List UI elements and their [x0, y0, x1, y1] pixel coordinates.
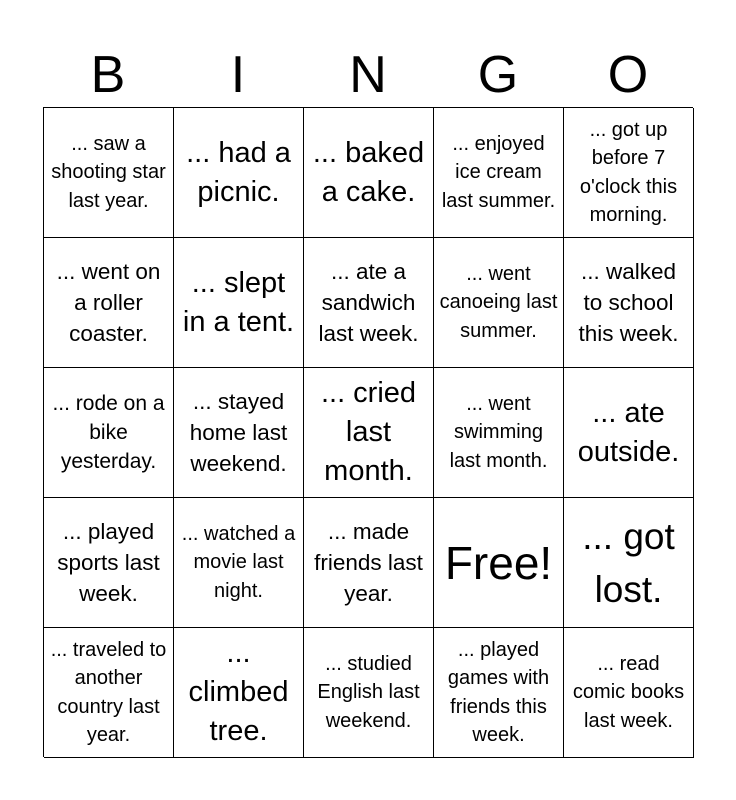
header-letter-b: B: [90, 46, 126, 104]
header-letter-o: O: [607, 46, 649, 104]
bingo-cell[interactable]: [174, 628, 304, 758]
cell-text: ... rode on a bike yesterday.: [52, 392, 165, 473]
cell-text: ... traveled to another country last year.: [50, 638, 167, 746]
free-space-text: Free!: [444, 536, 553, 589]
bingo-cell[interactable]: [174, 498, 304, 628]
bingo-cell[interactable]: [564, 628, 694, 758]
cell-text: ... ate outside.: [577, 396, 680, 468]
cell-text: ... played games with friends this week.: [447, 638, 550, 746]
header-letter-i: I: [230, 46, 246, 104]
bingo-cell[interactable]: [434, 108, 564, 238]
cell-text: ... went swimming last month.: [449, 392, 548, 472]
bingo-header: [43, 44, 693, 106]
bingo-cell[interactable]: [174, 368, 304, 498]
cell-text: ... slept in a tent.: [182, 266, 295, 338]
cell-text: ... cried last month.: [320, 377, 417, 487]
bingo-cell[interactable]: [304, 238, 434, 368]
bingo-cell[interactable]: [44, 628, 174, 758]
bingo-cell[interactable]: [564, 498, 694, 628]
bingo-cell[interactable]: [44, 368, 174, 498]
bingo-cell[interactable]: [434, 368, 564, 498]
bingo-cell[interactable]: [44, 498, 174, 628]
header-letter-n: N: [349, 46, 387, 104]
cell-text: ... went on a roller coaster.: [56, 259, 161, 346]
cell-text: ... made friends last year.: [314, 519, 423, 606]
cell-text: ... climbed tree.: [188, 637, 289, 747]
free-space-cell[interactable]: [434, 498, 564, 628]
cell-text: ... baked a cake.: [312, 136, 425, 208]
cell-text: ... got up before 7 o'clock this morning.: [579, 118, 678, 226]
cell-text: ... went canoeing last summer.: [439, 262, 558, 342]
cell-text: ... saw a shooting star last year.: [51, 132, 166, 212]
bingo-cell[interactable]: [564, 238, 694, 368]
bingo-cell[interactable]: [44, 238, 174, 368]
bingo-cell[interactable]: [304, 628, 434, 758]
cell-text: ... stayed home last weekend.: [189, 389, 288, 476]
cell-text: ... ate a sandwich last week.: [318, 259, 419, 346]
bingo-cell[interactable]: [174, 238, 304, 368]
cell-text: ... watched a movie last night.: [181, 522, 296, 602]
bingo-cell[interactable]: [304, 368, 434, 498]
cell-text: ... played sports last week.: [57, 519, 160, 606]
bingo-card-grid: [43, 107, 693, 757]
cell-text: ... had a picnic.: [186, 136, 291, 208]
cell-text: ... walked to school this week.: [578, 259, 679, 346]
bingo-cell[interactable]: [434, 238, 564, 368]
bingo-cell[interactable]: [304, 498, 434, 628]
bingo-cell[interactable]: [564, 108, 694, 238]
bingo-cell[interactable]: [564, 368, 694, 498]
header-letter-g: G: [477, 46, 519, 104]
cell-text: ... got lost.: [582, 515, 675, 610]
bingo-cell[interactable]: [304, 108, 434, 238]
bingo-cell[interactable]: [434, 628, 564, 758]
cell-text: ... studied English last weekend.: [317, 652, 420, 732]
bingo-cell[interactable]: [174, 108, 304, 238]
cell-text: ... enjoyed ice cream last summer.: [441, 132, 556, 212]
bingo-cell[interactable]: [44, 108, 174, 238]
cell-text: ... read comic books last week.: [572, 652, 685, 732]
